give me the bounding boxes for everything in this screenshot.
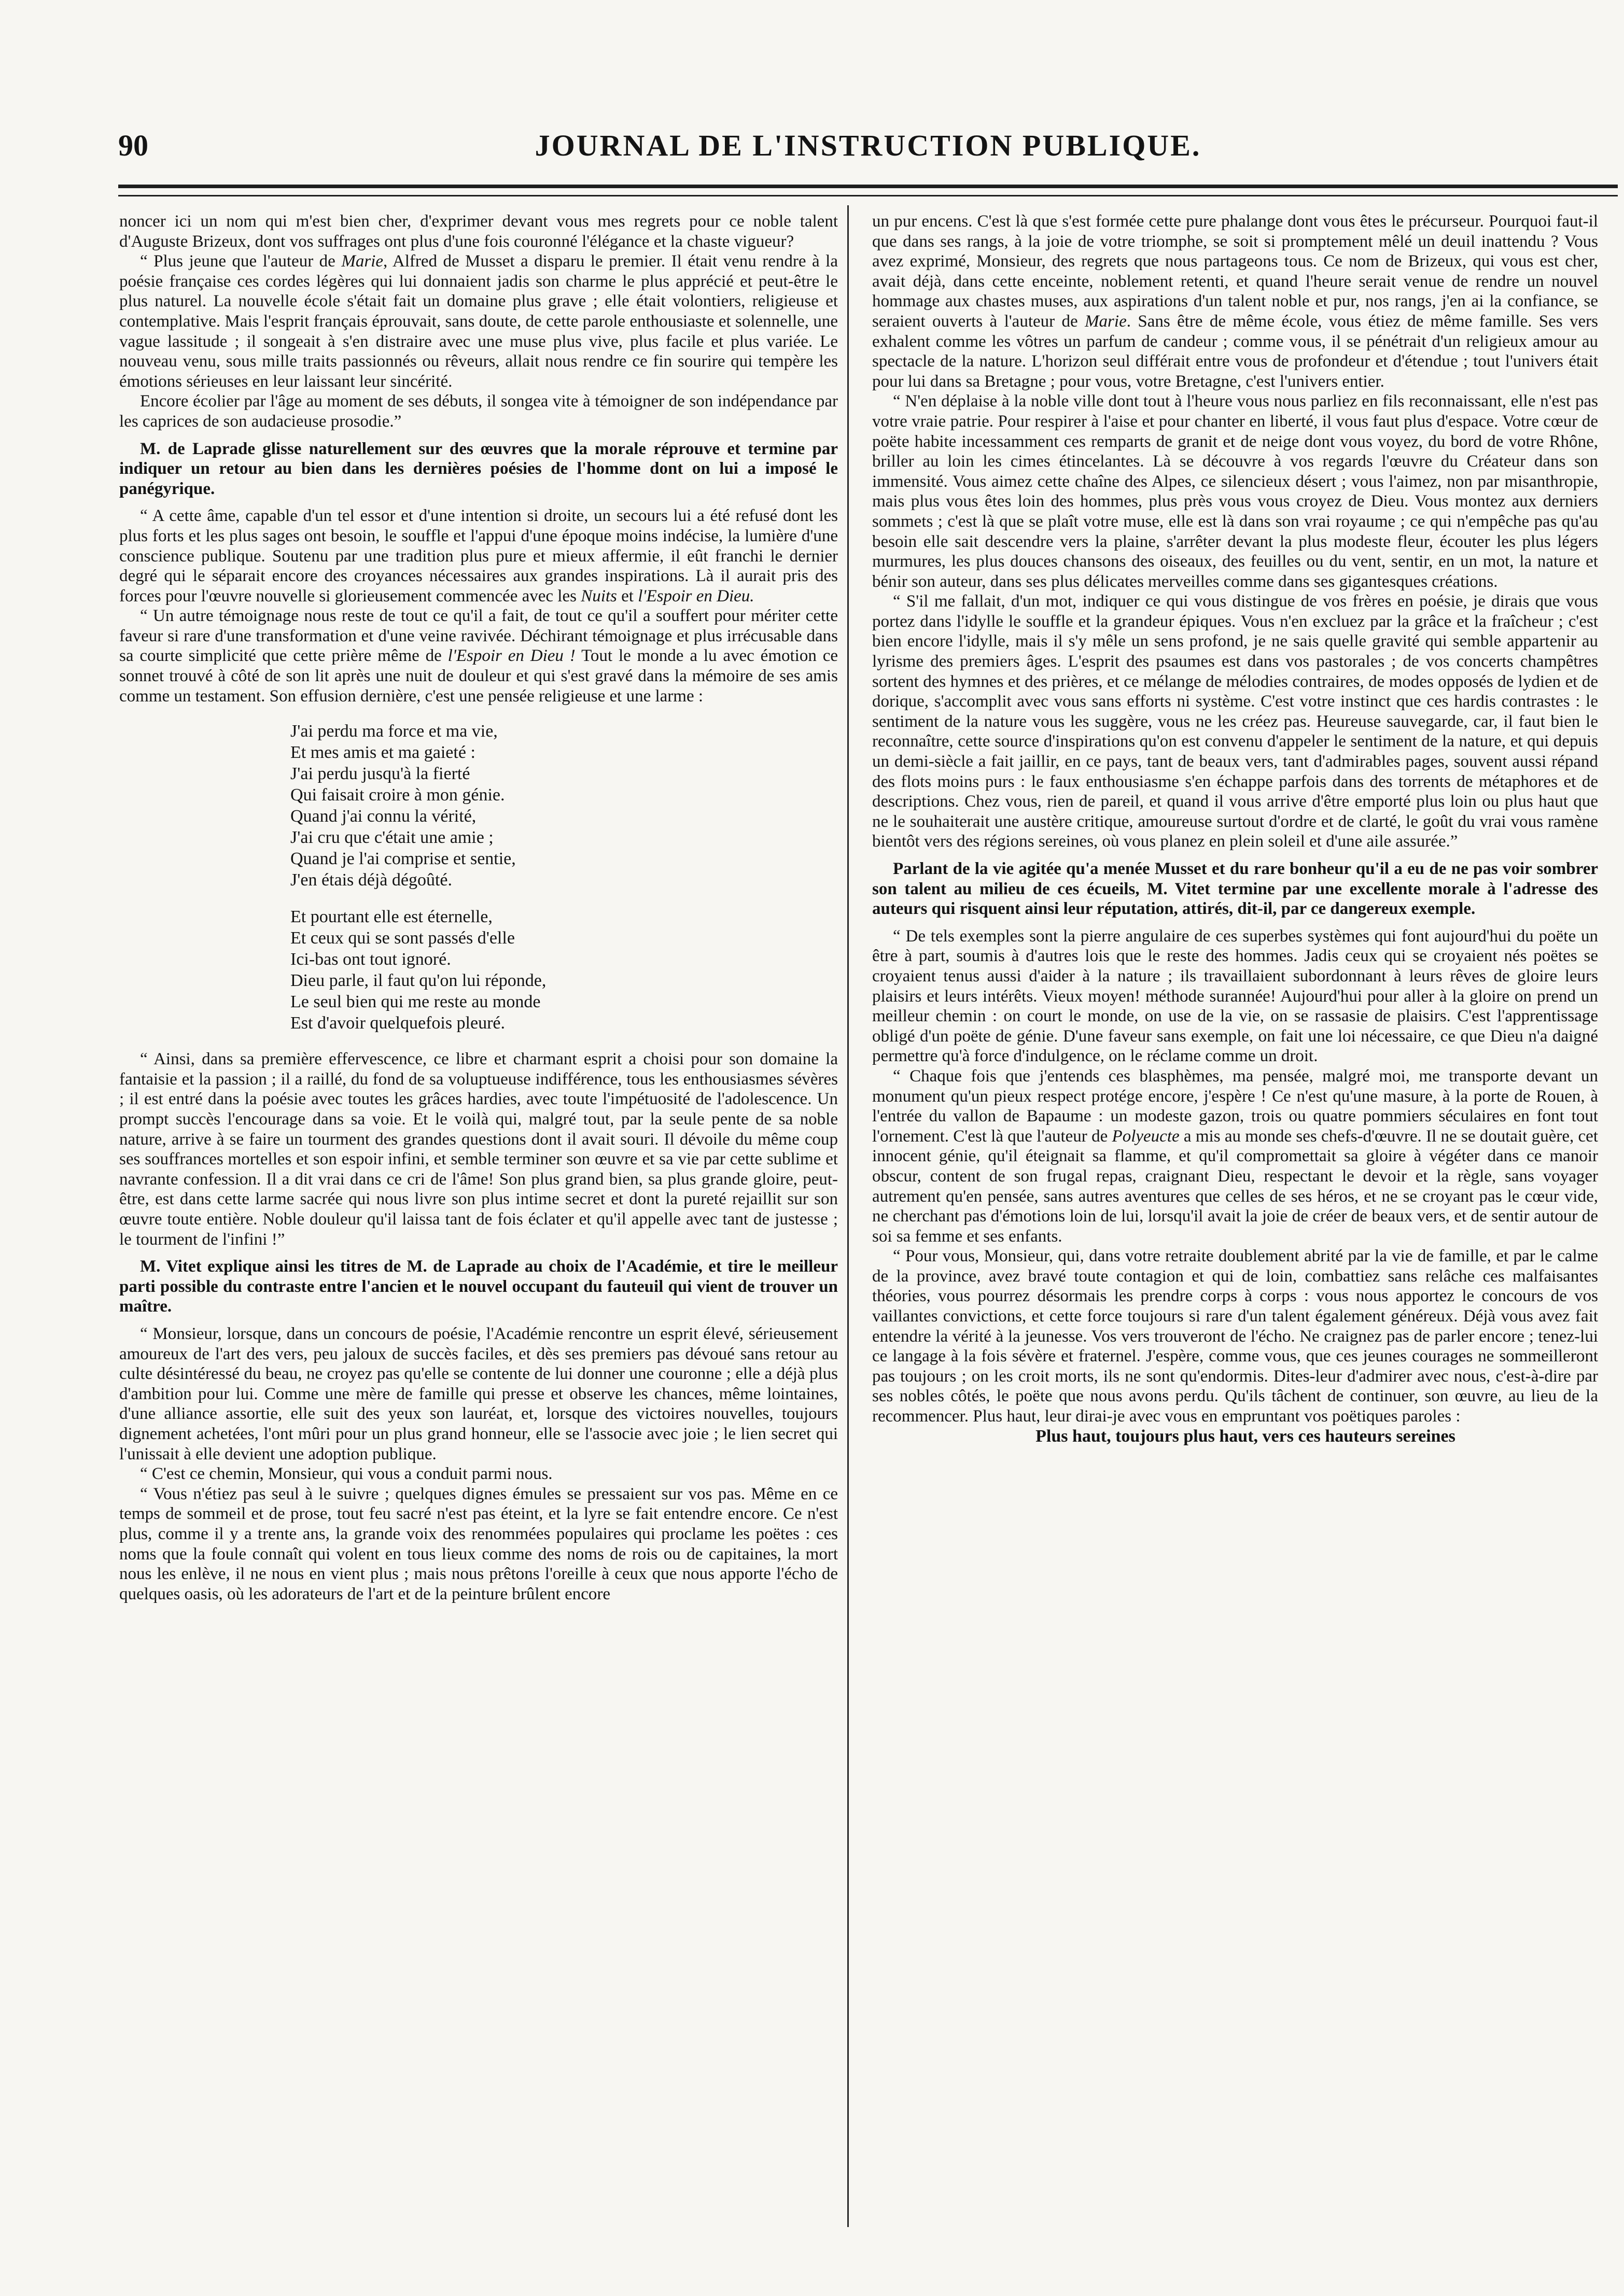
italic-title: Marie [1085,312,1127,331]
paragraph: “ Vous n'étiez pas seul à le suivre ; quelques dignes émules se pressaient sur vos pas. Même en ce temps de sommeil et de prose, tout feu sacré n'est pas éteint, et la lyre se fait entendre encore. Ce n'est plus, comme il y a trente ans, la grande voix des renommées populaires qui proclame les poëtes : ces noms que la foule connaît qui volent en tous lieux comme des noms de rois ou de capitaines, la mort nous les enlève, il ne nous en vient plus ; mais nous prêtons l'oreille à ceux que nous apporte l'écho de quelques oasis, où les adorateurs de l'art et de la peinture brûlent encore [119,1484,838,1603]
text-run: “ Chaque fois que j'entends ces blasphèmes, ma pensée, malgré moi, me transporte devant un monument qu'un pieux respect protége encore, j'espère ! Ce n'est qu'une masure, à la porte de Rouen, à l'entrée du vallon de Bapaume : un modeste gazon, trois ou quatre pommiers séculaires en font tout l'ornement. C'est là que l'auteur de [872,1066,1598,1146]
text-run: un pur encens. C'est là que s'est formée cette pure phalange dont vous êtes le précurseur. Pourquoi faut-il que dans ses rangs, à la joie de votre triomphe, se soit si promptement mêlé un deuil inattendu ? Vous avez exprimé, Monsieur, des regrets que nous partageons tous. Ce nom de Brizeux, qui vous est cher, avait déjà, dans cette enceinte, noblement retenti, et quand l'heure serait venue de rendre un nouvel hommage aux chastes muses, aux aspirations d'un talent noble et pur, nos rangs, j'en ai la confiance, se seraient ouverts à l'auteur de [872,212,1598,331]
poem-verse: Est d'avoir quelquefois pleuré. [290,1013,506,1033]
text-run: a mis au monde ses chefs-d'œuvre. Il ne se doutait guère, cet innocent génie, qu'il éteignait sa flamme, et qu'il compromettait sa gloire à végéter dans ce manoir obscur, content de son frugal repas, craignant Dieu, respectant le devoir et la règle, sans voyager autrement qu'en pensée, sans autres aventures que celles de ses héros, et ne se croyant pas le cœur vide, ne cherchant pas d'émotions loin de lui, lorsqu'il avait la joie de créer de beaux vers, et de sentir autour de soi sa femme et ses enfants. [872,1126,1598,1246]
poem-verse: Et pourtant elle est éternelle, [290,907,493,927]
paragraph: “ Ainsi, dans sa première effervescence, ce libre et charmant esprit a choisi pour son domaine la fantaisie et la passion ; il a raillé, du fond de sa voluptueuse indifférence, tous les enthousiasmes sévères ; il est entré dans la poésie avec toutes les grâces hardies, avec toute l'impétuosité de l'adolescence. Un prompt succès l'encourage dans sa voie. Et le voilà qui, malgré tout, par la seule pente de sa noble nature, arrive à se faire un tourment des grandes questions dont il avait souri. Il dévoile du même coup ses souffrances mortelles et son espoir infini, et semble terminer son œuvre et sa vie par cette sublime et navrante confession. Il a dit vrai dans ce cri de l'âme! Son plus grand bien, sa plus grande gloire, peut-être, est dans cette larme sacrée qui nous livre son plus intime secret et dont la pureté rejaillit sur son œuvre toute entière. Noble douleur qu'il laissa tant de fois éclater et qu'il appelle avec tant de justesse ; le tourment de l'infini !” [119,1050,838,1249]
paragraph: “ S'il me fallait, d'un mot, indiquer ce qui vous distingue de vos frères en poésie, je dirais que vous portez dans l'idylle le souffle et la grandeur épiques. Vous n'en excluez par la grâce et la fraîcheur ; c'est bien encore l'idylle, mais il s'y mêle un sens profond, je ne sais quelle gravité qui semble appartenir au lyrisme des premiers âges. L'esprit des psaumes est dans vos pastorales ; de vos concerts champêtres sortent des hymnes et des prières, et ce mélange de mélodies contraires, de modes opposés de lydien et de dorique, s'accomplit avec vous sans efforts ni système. C'est votre instinct que ces hardis contrastes : le sentiment de la nature vous les suggère, vous ne les créez pas. Heureuse sauvegarde, car, il faut bien le reconnaître, cette source d'inspirations qu'on est convenu d'appeler le sentiment de la nature, et qui depuis un demi-siècle a fait jaillir, en ce pays, tant de beaux vers, tant d'admirables pages, souvent aussi répand des flots moins purs : le faux enthousiasme s'en échappe parfois dans des torrents de métaphores et de descriptions. Chez vous, rien de pareil, et quand il vous arrive d'être emporté plus loin ou plus haut que ne le souhaiterait une austère critique, amoureuse surtout d'ordre et de clarté, le goût du vrai vous ramène bientôt vers des régions sereines, où vous planez en plein soleil et d'une aile assurée.” [872,592,1598,851]
column-divider [847,205,849,2227]
text-run: “ Plus jeune que l'auteur de [140,252,342,271]
text-run: “ A cette âme, capable d'un tel essor et d'une intention si droite, un secours lui a été refusé dont les plus forts et les plus sages ont besoin, le souffle et l'appui d'une époque moins indécise, la lumière d'une conscience publique. Soutenu par une tradition plus pure et mieux affermie, il eût franchi le dernier degré qui le séparait encore des croyances nécessaires aux grandes inspirations. Là il aurait pris des forces pour l'œuvre nouvelle si glorieusement commencée avec les [119,506,838,605]
poem-verse: Et mes amis et ma gaieté : [290,743,475,763]
narration-paragraph: M. Vitet explique ainsi les titres de M. de Laprade au choix de l'Académie, et tire le meilleur parti possible du contraste entre l'ancien et le nouvel occupant du fauteuil qui vient de trouver un maître. [119,1257,838,1316]
text-run: “ Un autre témoignage nous reste de tout ce qu'il a fait, de tout ce qu'il a souffert pour mériter cette faveur si rare d'une transformation et d'une veine ravivée. Déchirant témoignage et plus irrécusable dans sa courte simplicité que cette prière même de [119,607,838,666]
paragraph [119,606,838,706]
page-number: 90 [118,129,148,162]
poem-stanza [290,906,838,1034]
italic-title: Polyeucte [1112,1126,1180,1146]
text-run: , Alfred de Musset a disparu le premier. Il était venu rendre à la poésie française ces cordes légères qui lui donnaient jadis son charme le plus apprécié et peut-être le plus naturel. La nouvelle école s'était fait un domaine plus grave ; elle était volontiers, religieuse et contemplative. Mais l'esprit français éprouvait, sans doute, de cette parole enthousiaste et solennelle, une vague lassitude ; il songeait à s'en distraire avec une muse plus vive, plus facile et plus variée. Le nouveau venu, sous mille traits passionnés ou rêveurs, allait nous rendre ce fin sourire qui tempère les émotions sérieuses en leur laissant leur sincérité. [119,252,838,391]
poem-verse: Dieu parle, il faut qu'on lui réponde, [290,971,547,991]
paragraph: “ C'est ce chemin, Monsieur, qui vous a conduit parmi nous. [140,1464,553,1484]
poem-verse: Le seul bien qui me reste au monde [290,992,541,1012]
paragraph [872,212,1598,391]
paragraph: “ N'en déplaise à la noble ville dont tout à l'heure vous nous parliez en fils reconnaissant, elle n'est pas votre vraie patrie. Pour respirer à l'aise et pour chanter en liberté, il vous faut plus d'espace. Votre cœur de poëte habite incessamment ces remparts de granit et de neige dont vous voyez, du bord de votre Rhône, briller au loin les cimes étincelantes. Là se découvre à vos regards l'œuvre du Créateur dans son immensité. Vous aimez cette chaîne des Alpes, ce silencieux désert ; vous l'aimez, non par misanthropie, mais plus vous êtes loin des hommes, plus près vous vous croyez de Dieu. Vous montez aux derniers sommets ; c'est là que se plaît votre muse, elle est là dans son vrai royaume ; ce qui n'empêche pas qu'au besoin elle sait descendre vers la plaine, s'arrêter devant la plus modeste fleur, écouter les plus légers murmures, les plus douces chansons des oiseaux, des feuilles ou du vent, sentir, en un mot, la nature et bénir son auteur, dans ses plus délicates merveilles comme dans ses gigantesques créations. [872,392,1598,591]
paragraph: noncer ici un nom qui m'est bien cher, d'exprimer devant vous mes regrets pour ce noble talent d'Auguste Brizeux, dont vos suffrages ont plus d'une fois couronné l'élégance et la chaste vigueur? [119,212,838,251]
narration-paragraph: Parlant de la vie agitée qu'a menée Musset et du rare bonheur qu'il a eu de ne pas voir sombrer son talent au milieu de ces écueils, M. Vitet termine par une excellente morale à l'adresse des auteurs qui risquent ainsi leur réputation, attirés, dit-il, par ce dangereux exemple. [872,860,1598,919]
paragraph: “ Pour vous, Monsieur, qui, dans votre retraite doublement abrité par la vie de famille, et par le calme de la province, avez bravé toute contagion et qui de loin, combattiez sans relâche ces malfaisantes théories, vous pourrez désormais les prendre corps à corps : vous nous apportez le concours de vos vaillantes convictions, et cette force toujours si rare d'un talent également généreux. Déjà vous avez fait entendre la vérité à la jeunesse. Vos vers trouveront de l'écho. Ne craignez pas de parler encore ; tenez-lui ce langage à la fois sévère et fraternel. J'espère, comme vous, que ces jeunes courages ne sommeilleront pas toujours ; on les croit morts, ils ne sont qu'endormis. Dites-leur d'admirer avec nous, c'est-à-dire par ses nobles côtés, le poëte que nous avons perdu. Qu'ils tâchent de continuer, son œuvre, au lieu de la recommencer. Plus haut, leur dirai-je avec vous en empruntant vos poëtiques paroles : [872,1247,1598,1426]
paragraph [872,1066,1598,1246]
sonnet [119,721,838,1034]
poem-verse: J'en étais déjà dégoûté. [290,870,453,890]
italic-title: l'Espoir en Dieu ! [447,646,576,666]
header-rule-thick [118,185,1618,188]
text-run: et [617,586,638,605]
poem-verse: Qui faisait croire à mon génie. [290,785,505,805]
poem-verse: J'ai perdu jusqu'à la fierté [290,764,470,784]
italic-title: Nuits [581,586,617,605]
narration-paragraph: M. de Laprade glisse naturellement sur des œuvres que la morale réprouve et termine par indiquer un retour au bien dans les dernières poésies de l'homme dont on lui a imposé le panégyrique. [119,439,838,498]
paragraph [119,506,838,606]
poem-verse: Et ceux qui se sont passés d'elle [290,928,515,948]
poem-verse: Quand j'ai connu la vérité, [290,807,477,826]
header-rule-thin [118,195,1618,196]
poem-verse: Ici-bas ont tout ignoré. [290,950,451,969]
paragraph: “ Monsieur, lorsque, dans un concours de poésie, l'Académie rencontre un esprit élevé, sérieusement amoureux de l'art des vers, peu jaloux de succès faciles, et dès ses premiers pas dévoué sans retour au culte désintéressé du beau, ne croyez pas qu'elle se contente de lui donner une couronne ; elle a déjà plus d'ambition pour lui. Comme une mère de famille qui presse et observe les chances, même lointaines, d'une alliance assortie, elle suit des yeux son lauréat, et, lorsque des victoires nouvelles, toujours dignement achetées, l'ont mûri pour un plus grand honneur, elle se l'associe avec joie ; le lien secret qui l'unissait à elle devient une adoption publique. [119,1324,838,1463]
paragraph: “ De tels exemples sont la pierre angulaire de ces superbes systèmes qui font aujourd'hui du poëte un être à part, soumis à d'autres lois que le reste des hommes. Jadis ceux qui se croyaient nés poëtes se croyaient tenus aussi d'aider à la nature ; ils travaillaient subordonnant à leurs rêves de gloire leurs plaisirs et leurs intérêts. Vieux moyen! méthode surannée! Aujourd'hui pour aller à la gloire on prend un meilleur chemin : on court le monde, on use de la vie, on se rassasie de plaisirs. C'est l'apprentissage obligé d'un poëte de génie. D'une faveur sans exemple, on fait une loi nécessaire, ce que Dieu n'a daigné permettre qu'à force d'indulgence, on le réclame comme un droit. [872,926,1598,1066]
right-column [872,212,1598,2233]
poem-verse: J'ai perdu ma force et ma vie, [290,722,498,741]
paragraph: Encore écolier par l'âge au moment de ses débuts, il songea vite à témoigner de son indépendance par les caprices de son audacieuse prosodie.” [119,392,838,431]
poem-stanza [290,721,838,891]
poem-verse: J'ai cru que c'était une amie ; [290,828,494,848]
italic-title: l'Espoir en Dieu. [638,586,754,605]
journal-title: JOURNAL DE L'INSTRUCTION PUBLIQUE. [535,129,1201,162]
page-header [118,123,1618,170]
text-run: Tout le monde a lu avec émotion ce sonnet trouvé à côté de son lit après une nuit de douleur et qui s'est gravé dans la mémoire de ses amis comme un testament. Son effusion dernière, c'est une pensée religieuse et une larme : [119,646,838,706]
italic-title: Marie [341,252,383,271]
paragraph [119,251,838,391]
closing-verse: Plus haut, toujours plus haut, vers ces hauteurs sereines [1035,1426,1455,1446]
poem-verse: Quand je l'ai comprise et sentie, [290,849,516,869]
left-column [119,212,838,2233]
text-run: . Sans être de même école, vous étiez de même famille. Ses vers exhalent comme les vôtres un parfum de candeur ; comme vous, il se pénétrait d'un religieux amour au spectacle de la nature. L'horizon seul différait entre vous de profondeur et d'étendue ; tout l'univers était pour lui dans sa Bretagne ; pour vous, votre Bretagne, c'est l'univers entier. [872,312,1598,391]
